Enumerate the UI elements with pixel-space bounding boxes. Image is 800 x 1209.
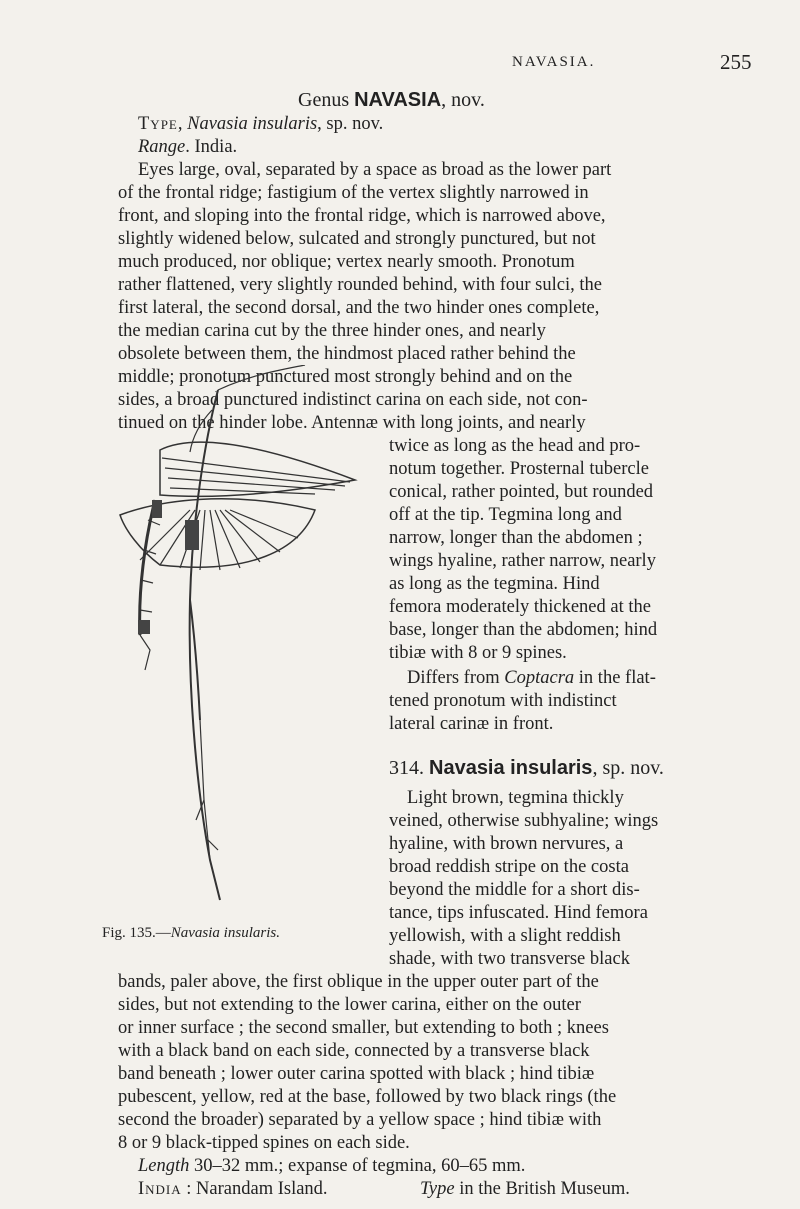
- description-line: conical, rather pointed, but rounded: [389, 482, 654, 502]
- description-line: of the frontal ridge; fastigium of the vertex slightly narrowed in: [118, 183, 589, 203]
- type-species: Navasia insularis: [187, 114, 318, 134]
- description-line: much produced, nor oblique; vertex nearly smooth. Pronotum: [118, 252, 575, 272]
- type-repository-line: Type in the British Museum.: [420, 1179, 630, 1199]
- genus-heading: Genus NAVASIA, nov.: [298, 89, 485, 111]
- description-line: middle; pronotum punctured most strongly behind and on the: [118, 367, 573, 387]
- description-line: narrow, longer than the abdomen ;: [389, 528, 643, 548]
- description-line: base, longer than the abdomen; hind: [389, 620, 658, 640]
- species-heading: 314. Navasia insularis, sp. nov.: [389, 757, 664, 779]
- running-head: [0, 50, 800, 80]
- description-line: first lateral, the second dorsal, and the two hinder ones complete,: [118, 298, 600, 318]
- description-line: tibiæ with 8 or 9 spines.: [389, 643, 567, 663]
- description-line: notum together. Prosternal tubercle: [389, 459, 649, 479]
- description-line: off at the tip. Tegmina long and: [389, 505, 622, 525]
- description-line: the median carina cut by the three hinder ones, and nearly: [118, 321, 546, 341]
- description-line: wings hyaline, rather narrow, nearly: [389, 551, 656, 571]
- description-line: sides, a broad punctured indistinct carina on each side, not con-: [118, 390, 588, 410]
- description-line: tinued on the hinder lobe. Antennæ with long joints, and nearly: [118, 413, 586, 433]
- page-number: 255: [720, 50, 752, 74]
- description-line: Eyes large, oval, separated by a space as broad as the lower part: [138, 160, 612, 180]
- description-line: twice as long as the head and pro-: [389, 436, 641, 456]
- species-name: Navasia insularis: [429, 757, 593, 779]
- length-line: Length 30–32 mm.; expanse of tegmina, 60–65 mm.: [138, 1156, 526, 1176]
- genus-name: NAVASIA: [354, 89, 442, 111]
- description-line: rather flattened, very slightly rounded behind, with four sulci, the: [118, 275, 602, 295]
- running-title: NAVASIA.: [512, 54, 596, 70]
- description-line: front, and sloping into the frontal ridge, which is narrowed above,: [118, 206, 606, 226]
- type-line: Type, Navasia insularis, sp. nov.: [138, 114, 384, 134]
- description-line: slightly widened below, sulcated and strongly punctured, but not: [118, 229, 596, 249]
- description-line: as long as the tegmina. Hind: [389, 574, 600, 594]
- description-line: obsolete between them, the hindmost placed rather behind the: [118, 344, 576, 364]
- description-line: femora moderately thickened at the: [389, 597, 651, 617]
- locality-line: India : Narandam Island.: [138, 1179, 328, 1199]
- navasia-insularis-illustration: [100, 365, 360, 925]
- range-line: Range. India.: [138, 137, 238, 157]
- figure-caption: Fig. 135.—Navasia insularis.: [102, 925, 280, 941]
